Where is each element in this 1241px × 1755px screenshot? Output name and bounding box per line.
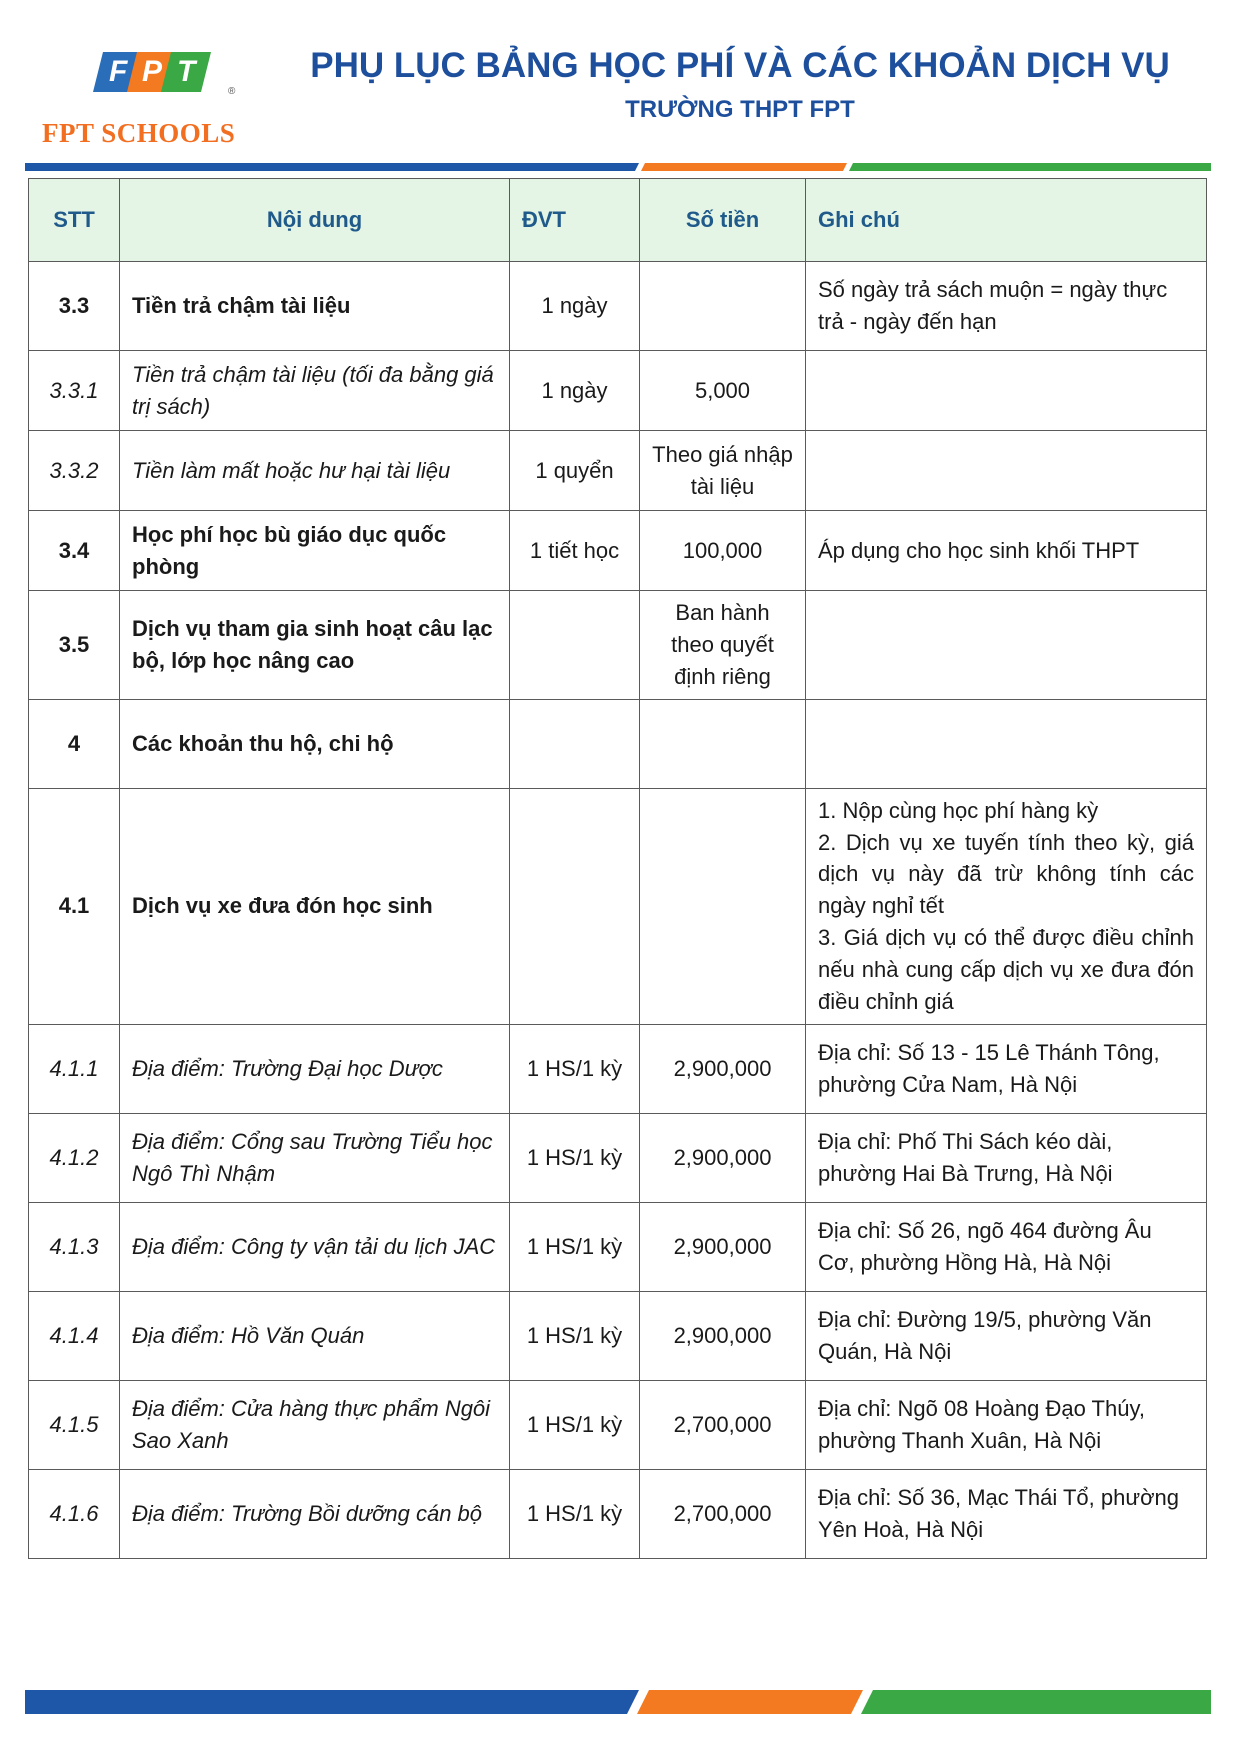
registered-mark: ® — [228, 86, 236, 97]
cell-unit: 1 quyển — [510, 431, 640, 511]
cell-amount: 2,900,000 — [640, 1024, 806, 1113]
cell-unit: 1 ngày — [510, 262, 640, 351]
note-line: 1. Nộp cùng học phí hàng kỳ — [818, 797, 1099, 823]
cell-stt: 4.1.1 — [29, 1024, 120, 1113]
logo-text: FPT SCHOOLS — [42, 118, 236, 148]
cell-stt: 3.5 — [29, 591, 120, 700]
cell-content: Học phí học bù giáo dục quốc phòng — [120, 511, 510, 591]
cell-content: Dịch vụ tham gia sinh hoạt câu lạc bộ, lớp học nâng cao — [120, 591, 510, 700]
cell-amount: 2,900,000 — [640, 1202, 806, 1291]
cell-amount — [640, 699, 806, 788]
cell-unit: 1 ngày — [510, 351, 640, 431]
cell-unit: 1 HS/1 kỳ — [510, 1024, 640, 1113]
cell-stt: 4.1.5 — [29, 1380, 120, 1469]
logo-tile-p: P — [127, 52, 177, 92]
cell-stt: 4.1.4 — [29, 1291, 120, 1380]
table-row — [29, 1380, 1207, 1469]
cell-amount: Ban hành theo quyết định riêng — [640, 591, 806, 700]
cell-amount: 2,900,000 — [640, 1113, 806, 1202]
cell-note — [806, 431, 1207, 511]
cell-note: Địa chỉ: Số 26, ngõ 464 đường Âu Cơ, phường Hồng Hà, Hà Nội — [806, 1202, 1207, 1291]
table-header-row — [29, 179, 1207, 262]
cell-content: Tiền trả chậm tài liệu — [120, 262, 510, 351]
table-row — [29, 1113, 1207, 1202]
footer-divider — [25, 1690, 1211, 1714]
cell-amount: 2,900,000 — [640, 1291, 806, 1380]
page-title: PHỤ LỤC BẢNG HỌC PHÍ VÀ CÁC KHOẢN DỊCH VỤ — [310, 46, 1170, 85]
col-header-stt: STT — [29, 179, 120, 262]
col-header-content: Nội dung — [120, 179, 510, 262]
cell-stt: 4.1 — [29, 788, 120, 1024]
cell-content: Tiền làm mất hoặc hư hại tài liệu — [120, 431, 510, 511]
cell-amount: 100,000 — [640, 511, 806, 591]
cell-amount — [640, 262, 806, 351]
note-line: 3. Giá dịch vụ có thể được điều chỉnh nếu nhà cung cấp dịch vụ xe đưa đón điều chỉnh giá — [818, 925, 1194, 1015]
col-header-unit: ĐVT — [510, 179, 640, 262]
table-row — [29, 699, 1207, 788]
cell-unit: 1 HS/1 kỳ — [510, 1202, 640, 1291]
cell-amount: 5,000 — [640, 351, 806, 431]
cell-note: Địa chỉ: Đường 19/5, phường Văn Quán, Hà Nội — [806, 1291, 1207, 1380]
cell-stt: 4.1.6 — [29, 1469, 120, 1558]
cell-content: Địa điểm: Hồ Văn Quán — [120, 1291, 510, 1380]
table-row — [29, 591, 1207, 700]
note-line: 2. Dịch vụ xe tuyến tính theo kỳ, giá dịch vụ này đã trừ không tính các ngày nghỉ tết — [818, 829, 1194, 919]
cell-amount: 2,700,000 — [640, 1469, 806, 1558]
cell-unit: 1 tiết học — [510, 511, 640, 591]
fpt-schools-logo — [40, 52, 260, 152]
page-subtitle: TRƯỜNG THPT FPT — [625, 96, 855, 123]
table-row — [29, 511, 1207, 591]
cell-stt: 3.4 — [29, 511, 120, 591]
cell-stt: 3.3 — [29, 262, 120, 351]
cell-note — [806, 351, 1207, 431]
table-row — [29, 262, 1207, 351]
cell-unit: 1 HS/1 kỳ — [510, 1380, 640, 1469]
cell-note — [806, 788, 1207, 1024]
table-row — [29, 1202, 1207, 1291]
cell-unit: 1 HS/1 kỳ — [510, 1113, 640, 1202]
table-row — [29, 1469, 1207, 1558]
cell-unit — [510, 591, 640, 700]
table-row — [29, 788, 1207, 1024]
cell-amount — [640, 788, 806, 1024]
cell-content: Địa điểm: Trường Bồi dưỡng cán bộ — [120, 1469, 510, 1558]
logo-tile-t: T — [161, 52, 211, 92]
cell-stt: 4 — [29, 699, 120, 788]
cell-content: Địa điểm: Trường Đại học Dược — [120, 1024, 510, 1113]
cell-content: Tiền trả chậm tài liệu (tối đa bằng giá trị sách) — [120, 351, 510, 431]
cell-unit: 1 HS/1 kỳ — [510, 1291, 640, 1380]
table-row — [29, 1024, 1207, 1113]
cell-note: Địa chỉ: Phố Thi Sách kéo dài, phường Hai Bà Trưng, Hà Nội — [806, 1113, 1207, 1202]
cell-stt: 3.3.1 — [29, 351, 120, 431]
cell-content: Địa điểm: Công ty vận tải du lịch JAC — [120, 1202, 510, 1291]
logo-tile-f: F — [93, 52, 143, 92]
cell-stt: 3.3.2 — [29, 431, 120, 511]
cell-unit: 1 HS/1 kỳ — [510, 1469, 640, 1558]
cell-content: Dịch vụ xe đưa đón học sinh — [120, 788, 510, 1024]
header-divider — [25, 163, 1211, 171]
cell-content: Địa điểm: Cửa hàng thực phẩm Ngôi Sao Xanh — [120, 1380, 510, 1469]
cell-note: Địa chỉ: Số 36, Mạc Thái Tổ, phường Yên Hoà, Hà Nội — [806, 1469, 1207, 1558]
cell-unit — [510, 788, 640, 1024]
cell-note: Áp dụng cho học sinh khối THPT — [806, 511, 1207, 591]
table-row — [29, 351, 1207, 431]
cell-content: Địa điểm: Cổng sau Trường Tiểu học Ngô Thì Nhậm — [120, 1113, 510, 1202]
table-row — [29, 1291, 1207, 1380]
cell-note — [806, 591, 1207, 700]
cell-note: Địa chỉ: Ngõ 08 Hoàng Đạo Thúy, phường Thanh Xuân, Hà Nội — [806, 1380, 1207, 1469]
cell-amount: 2,700,000 — [640, 1380, 806, 1469]
col-header-note: Ghi chú — [806, 179, 1207, 262]
cell-note: Địa chỉ: Số 13 - 15 Lê Thánh Tông, phường Cửa Nam, Hà Nội — [806, 1024, 1207, 1113]
col-header-amount: Số tiền — [640, 179, 806, 262]
cell-amount: Theo giá nhập tài liệu — [640, 431, 806, 511]
cell-note — [806, 699, 1207, 788]
cell-unit — [510, 699, 640, 788]
cell-stt: 4.1.2 — [29, 1113, 120, 1202]
cell-note: Số ngày trả sách muộn = ngày thực trả - ngày đến hạn — [806, 262, 1207, 351]
cell-content: Các khoản thu hộ, chi hộ — [120, 699, 510, 788]
cell-stt: 4.1.3 — [29, 1202, 120, 1291]
fee-table — [28, 178, 1207, 1559]
table-row — [29, 431, 1207, 511]
logo-tiles — [98, 52, 200, 92]
